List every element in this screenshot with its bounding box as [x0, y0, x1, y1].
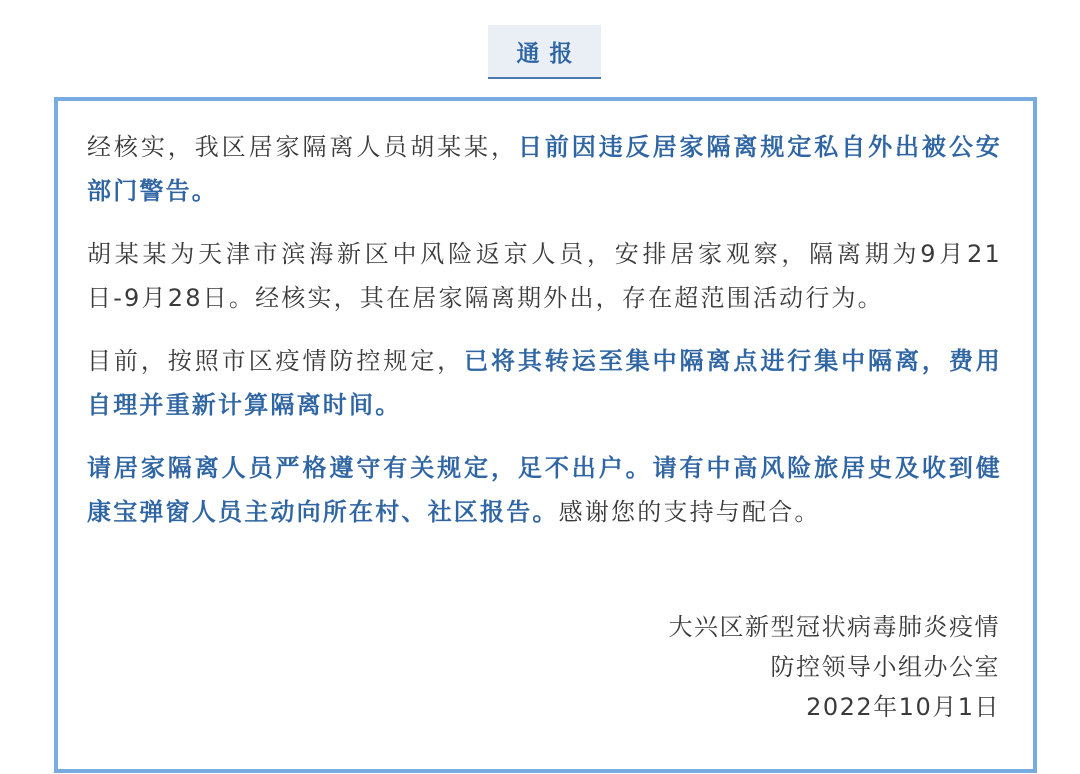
paragraph-1: [87, 125, 1002, 213]
paragraph-2: [87, 232, 1002, 320]
signature-issuer-line-2: 防控领导小组办公室: [770, 653, 1000, 681]
paragraph-3: [87, 339, 1002, 427]
signature-block: [669, 607, 1001, 727]
paragraph-3-highlight: 已将其转运至集中隔离点进行集中隔离，费用自理并重新计算隔离时间。: [87, 347, 1002, 419]
paragraph-4-highlight: 请居家隔离人员严格遵守有关规定，足不出户。请有中高风险旅居史及收到健康宝弹窗人员主动向所在村、社区报告。: [87, 454, 1002, 526]
paragraph-3-text: 目前，按照市区疫情防控规定，: [87, 347, 465, 375]
paragraph-1-text: 经核实，我区居家隔离人员胡某某，: [87, 133, 518, 161]
paragraph-4-text: 感谢您的支持与配合。: [558, 498, 821, 526]
title-tab: [488, 25, 601, 79]
notice-body: [87, 125, 1002, 553]
notice-title: 通报: [516, 40, 583, 67]
paragraph-2-text: 胡某某为天津市滨海新区中风险返京人员，安排居家观察，隔离期为9月21日-9月28日。经核实，其在居家隔离期外出，存在超范围活动行为。: [87, 240, 1002, 312]
signature-issuer-line-1: 大兴区新型冠状病毒肺炎疫情: [668, 613, 1000, 641]
paragraph-4: [87, 446, 1002, 534]
paragraph-1-highlight: 日前因违反居家隔离规定私自外出被公安部门警告。: [87, 133, 1002, 205]
signature-date: 2022年10月1日: [806, 693, 1000, 721]
